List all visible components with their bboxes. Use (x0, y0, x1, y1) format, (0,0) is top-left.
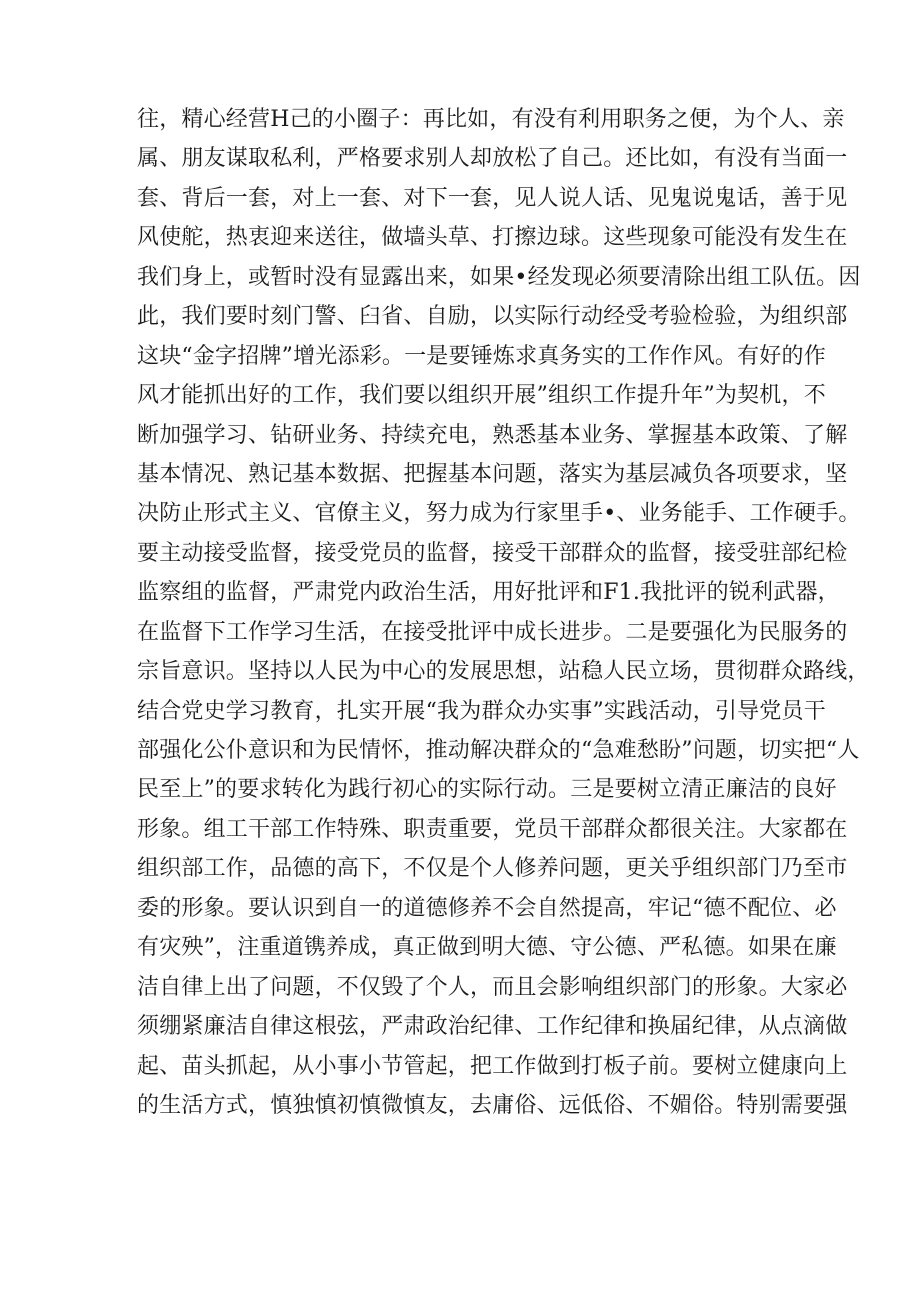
text-line: 断加强学习、钻研业务、持续充电，熟悉基本业务、掌握基本政策、了解 (137, 422, 848, 448)
text-line: 结合党史学习教育，扎实开展“我为群众办实事”实践活动，引导党员干 (137, 698, 826, 724)
body-text (137, 100, 870, 1125)
text-line: 形象。组工干部工作特殊、职责重要，党员干部群众都很关注。大家都在 (137, 816, 848, 842)
text-line: 部强化公仆意识和为民情怀，推动解决群众的“急难愁盼”问题，切实把“人 (137, 738, 860, 763)
text-line: 我们身上，或暂时没有显露出来，如果•经发现必须要清除出组工队伍。因 (137, 264, 861, 290)
text-line: 此，我们要时刻门警、臼省、自励，以实际行动经受考验检验，为组织部 (137, 304, 848, 330)
text-line: 洁自律上出了问题，不仅毁了个人，而且会影响组织部门的形象。大家必 (137, 974, 848, 1000)
text-line: 委的形象。要认识到自一的道德修养不会自然提高，牢记“德不配位、必 (137, 895, 837, 921)
text-line: 宗旨意识。坚持以人民为中心的发展思想，站稳人民立场，贯彻群众路线， (137, 659, 870, 685)
text-line: 属、朋友谋取私利，严格要求别人却放松了自己。还比如，有没有当面一 (137, 146, 848, 172)
text-line: 有灾殃”，注重道镌养成，真正做到明大德、守公德、严私德。如果在廉 (137, 935, 837, 961)
text-line: 的生活方式，慎独慎初慎微慎友，去庸俗、远低俗、不媚俗。特别需要强 (137, 1092, 848, 1118)
text-line: 要主动接受监督，接受党员的监督，接受干部群众的监督，接受驻部纪检 (137, 540, 848, 566)
text-line: 基本情况、熟记基本数据、把握基本问题，落实为基层减负各项要求，坚 (137, 461, 848, 487)
text-line: 套、背后一套，对上一套、对下一套，见人说人话、见鬼说鬼话，善于见 (137, 185, 848, 211)
text-line: 监察组的监督，严肃党内政治生活，用好批评和F1.我批评的锐利武器， (137, 580, 840, 606)
text-line: 这块“金字招牌”增光添彩。一是要锤炼求真务实的工作作风。有好的作 (137, 343, 826, 369)
text-line: 往，精心经营H己的小圈子：再比如，有没有利用职务之便，为个人、亲 (137, 107, 845, 132)
text-line: 在监督下工作学习生活，在接受批评中成长进步。二是要强化为民服务的 (137, 619, 848, 645)
text-line: 风才能抓出好的工作，我们要以组织开展”组织工作提升年”为契机，不 (137, 383, 826, 409)
text-line: 民至上”的要求转化为践行初心的实际行动。三是要树立清正廉洁的良好 (137, 777, 837, 803)
text-line: 起、苗头抓起，从小事小节管起，把工作做到打板子前。要树立健康向上 (137, 1053, 848, 1079)
text-line: 须绷紧廉洁自律这根弦，严肃政治纪律、工作纪律和换届纪律，从点滴做 (137, 1014, 848, 1040)
text-line: 组织部工作，品德的高下，不仅是个人修养问题，更关乎组织部门乃至市 (137, 856, 848, 882)
text-line: 风使舵，热衷迎来送往，做墙头草、打擦边球。这些现象可能没有发生在 (137, 225, 848, 251)
text-line: 决防止形式主义、官僚主义，努力成为行家里手•、业务能手、工作硬手。 (137, 501, 861, 527)
